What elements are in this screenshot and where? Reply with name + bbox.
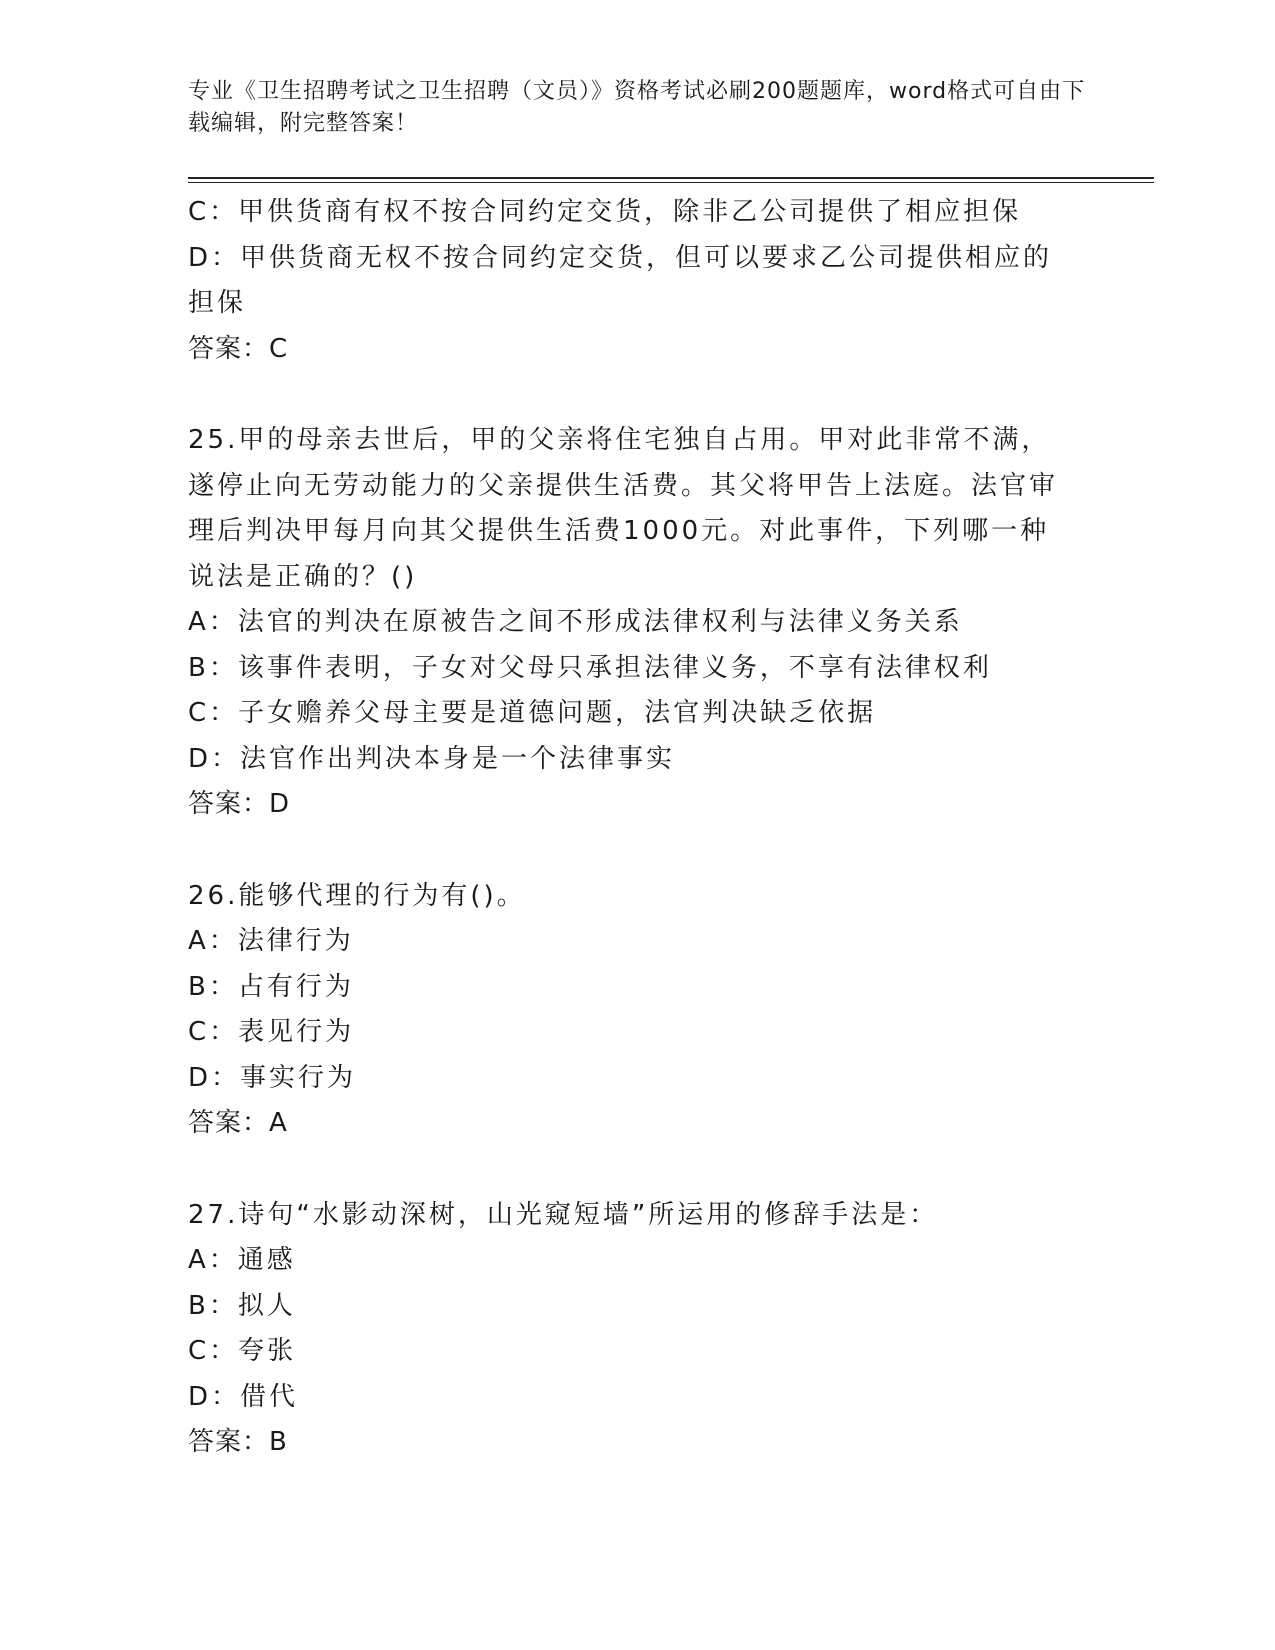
option-d: D：借代 (188, 1381, 299, 1412)
option-a: A：法律行为 (188, 926, 354, 956)
option-b: B：该事件表明，子女对父母只承担法律义务，不享有法律权利 (188, 652, 992, 683)
option-c: C：夸张 (188, 1336, 297, 1366)
option-d: D：甲供货商无权不按合同约定交货，但可以要求乙公司提供相应的担保 (188, 242, 1053, 318)
spacer (188, 1147, 1068, 1193)
question-27 (188, 1193, 1068, 1466)
question-25 (188, 418, 1068, 828)
header-divider-thick (188, 177, 1154, 179)
option-a: A：法官的判决在原被告之间不形成法律权利与法律义务关系 (188, 607, 963, 637)
question-content (188, 190, 1068, 1466)
answer-line: 答案：A (188, 1108, 288, 1138)
question-26 (188, 874, 1068, 1147)
header-divider-thin (188, 182, 1154, 183)
option-c: C：表见行为 (188, 1017, 355, 1047)
answer-line: 答案：D (188, 789, 291, 819)
option-b: B：拟人 (188, 1290, 296, 1321)
spacer (188, 372, 1068, 418)
spacer (188, 828, 1068, 874)
option-b: B：占有行为 (188, 971, 354, 1002)
option-c: C：甲供货商有权不按合同约定交货，除非乙公司提供了相应担保 (188, 197, 1022, 227)
answer-line: 答案：C (188, 333, 289, 364)
option-d: D：事实行为 (188, 1062, 357, 1093)
option-a: A：通感 (188, 1245, 296, 1275)
option-d: D：法官作出判决本身是一个法律事实 (188, 743, 676, 774)
option-c: C：子女赡养父母主要是道德问题，法官判决缺乏依据 (188, 698, 877, 728)
question-stem: 27.诗句“水影动深树，山光窥短墙”所运用的修辞手法是： (188, 1199, 939, 1230)
document-header: 专业《卫生招聘考试之卫生招聘（文员）》资格考试必刷200题题库，word格式可自由下载编辑，附完整答案！ (188, 79, 1086, 136)
question-stem: 26.能够代理的行为有()。 (188, 880, 526, 911)
question-stem: 25.甲的母亲去世后，甲的父亲将住宅独自占用。甲对此非常不满，遂停止向无劳动能力的父亲提供生活费。其父将甲告上法庭。法官审理后判决甲每月向其父提供生活费1000元。对此事件，下列哪一种说法是正确的？() (188, 425, 1059, 592)
continued-question (188, 190, 1068, 372)
answer-line: 答案：B (188, 1427, 288, 1457)
